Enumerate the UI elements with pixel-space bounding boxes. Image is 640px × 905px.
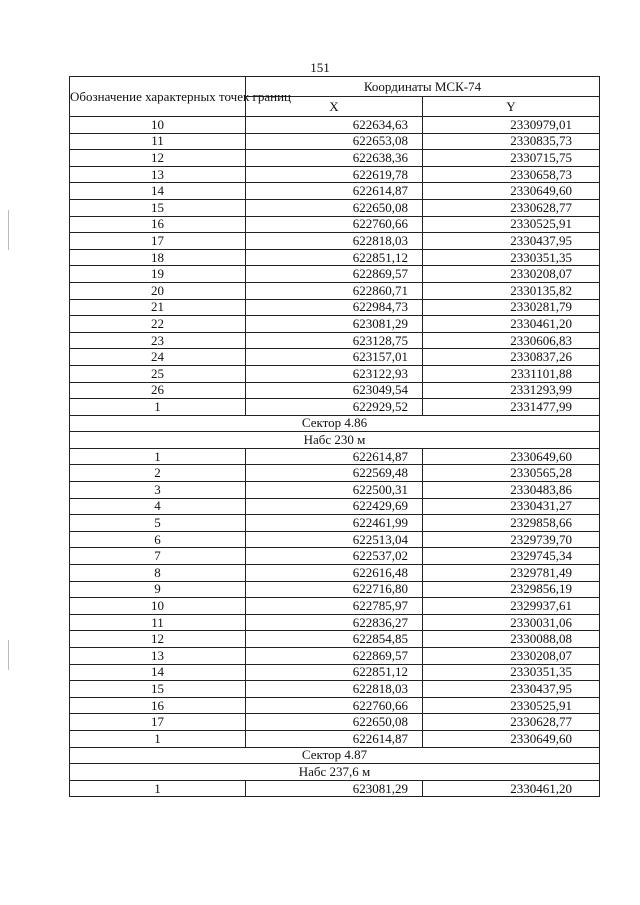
table-row [70, 266, 600, 283]
x-cell: 622500,31 [246, 482, 423, 499]
x-cell: 622818,03 [246, 681, 423, 698]
y-cell: 2330715,75 [423, 150, 600, 167]
section-label: Сектор 4.86 [70, 415, 600, 432]
table-row [70, 117, 600, 134]
x-cell: 622836,27 [246, 614, 423, 631]
point-cell: 16 [70, 697, 246, 714]
x-cell: 622851,12 [246, 249, 423, 266]
table-row [70, 216, 600, 233]
x-cell: 622869,57 [246, 266, 423, 283]
scan-edge-mark [8, 210, 9, 250]
section-row [70, 747, 600, 764]
x-cell: 623081,29 [246, 316, 423, 333]
x-cell: 622785,97 [246, 598, 423, 615]
table-row [70, 598, 600, 615]
table-row [70, 730, 600, 747]
table-row [70, 166, 600, 183]
x-cell: 622638,36 [246, 150, 423, 167]
table-row [70, 299, 600, 316]
section-label: Сектор 4.87 [70, 747, 600, 764]
point-cell: 1 [70, 448, 246, 465]
point-cell: 8 [70, 565, 246, 582]
y-cell: 2330208,07 [423, 648, 600, 665]
y-cell: 2330351,35 [423, 249, 600, 266]
table-row [70, 465, 600, 482]
y-cell: 2331101,88 [423, 365, 600, 382]
point-cell: 14 [70, 183, 246, 200]
y-cell: 2330979,01 [423, 117, 600, 134]
point-cell: 23 [70, 332, 246, 349]
table-row [70, 199, 600, 216]
x-cell: 622760,66 [246, 697, 423, 714]
y-cell: 2329739,70 [423, 531, 600, 548]
x-cell: 622616,48 [246, 565, 423, 582]
header-x: X [246, 97, 423, 117]
y-cell: 2330461,20 [423, 316, 600, 333]
table-row [70, 531, 600, 548]
point-cell: 9 [70, 581, 246, 598]
point-cell: 20 [70, 282, 246, 299]
table-row [70, 365, 600, 382]
table-header-row [70, 77, 600, 97]
point-cell: 13 [70, 648, 246, 665]
table-row [70, 498, 600, 515]
point-cell: 1 [70, 730, 246, 747]
point-cell: 1 [70, 780, 246, 797]
point-cell: 11 [70, 133, 246, 150]
x-cell: 622716,80 [246, 581, 423, 598]
table-row [70, 697, 600, 714]
header-coordinates: Координаты МСК-74 [246, 77, 600, 97]
x-cell: 622818,03 [246, 233, 423, 250]
table-row [70, 780, 600, 797]
x-cell: 622929,52 [246, 399, 423, 416]
point-cell: 4 [70, 498, 246, 515]
y-cell: 2330461,20 [423, 780, 600, 797]
point-cell: 16 [70, 216, 246, 233]
x-cell: 622854,85 [246, 631, 423, 648]
scan-edge-mark [8, 640, 9, 670]
y-cell: 2330628,77 [423, 199, 600, 216]
y-cell: 2330431,27 [423, 498, 600, 515]
point-cell: 6 [70, 531, 246, 548]
section-label: Набс 230 м [70, 432, 600, 449]
x-cell: 622513,04 [246, 531, 423, 548]
table-row [70, 664, 600, 681]
y-cell: 2330031,06 [423, 614, 600, 631]
x-cell: 622653,08 [246, 133, 423, 150]
table-row [70, 233, 600, 250]
x-cell: 622869,57 [246, 648, 423, 665]
point-cell: 24 [70, 349, 246, 366]
x-cell: 622650,08 [246, 199, 423, 216]
y-cell: 2331293,99 [423, 382, 600, 399]
table-row [70, 614, 600, 631]
x-cell: 622429,69 [246, 498, 423, 515]
y-cell: 2329937,61 [423, 598, 600, 615]
header-point-column: Обозначение характерных точек границ [70, 77, 246, 117]
section-label: Набс 237,6 м [70, 764, 600, 781]
y-cell: 2330437,95 [423, 681, 600, 698]
y-cell: 2329781,49 [423, 565, 600, 582]
y-cell: 2329745,34 [423, 548, 600, 565]
x-cell: 623122,93 [246, 365, 423, 382]
x-cell: 622614,87 [246, 730, 423, 747]
x-cell: 622851,12 [246, 664, 423, 681]
y-cell: 2330628,77 [423, 714, 600, 731]
point-cell: 10 [70, 117, 246, 134]
y-cell: 2330281,79 [423, 299, 600, 316]
y-cell: 2330606,83 [423, 332, 600, 349]
x-cell: 622619,78 [246, 166, 423, 183]
table-row [70, 382, 600, 399]
x-cell: 622760,66 [246, 216, 423, 233]
table-row [70, 581, 600, 598]
table-row [70, 399, 600, 416]
table-row [70, 282, 600, 299]
table-row [70, 565, 600, 582]
y-cell: 2330658,73 [423, 166, 600, 183]
table-row [70, 249, 600, 266]
y-cell: 2329856,19 [423, 581, 600, 598]
point-cell: 1 [70, 399, 246, 416]
point-cell: 25 [70, 365, 246, 382]
table-row [70, 183, 600, 200]
x-cell: 622537,02 [246, 548, 423, 565]
y-cell: 2330351,35 [423, 664, 600, 681]
point-cell: 17 [70, 233, 246, 250]
y-cell: 2330565,28 [423, 465, 600, 482]
y-cell: 2331477,99 [423, 399, 600, 416]
table-row [70, 332, 600, 349]
point-cell: 3 [70, 482, 246, 499]
table-row [70, 448, 600, 465]
table-row [70, 515, 600, 532]
x-cell: 622860,71 [246, 282, 423, 299]
table-row [70, 482, 600, 499]
point-cell: 17 [70, 714, 246, 731]
x-cell: 622650,08 [246, 714, 423, 731]
x-cell: 623081,29 [246, 780, 423, 797]
y-cell: 2330525,91 [423, 697, 600, 714]
y-cell: 2330483,86 [423, 482, 600, 499]
table-row [70, 133, 600, 150]
coordinates-table [69, 76, 600, 797]
table-row [70, 150, 600, 167]
point-cell: 13 [70, 166, 246, 183]
y-cell: 2330837,26 [423, 349, 600, 366]
x-cell: 622984,73 [246, 299, 423, 316]
table-row [70, 316, 600, 333]
point-cell: 22 [70, 316, 246, 333]
point-cell: 15 [70, 199, 246, 216]
table-row [70, 648, 600, 665]
x-cell: 622461,99 [246, 515, 423, 532]
point-cell: 2 [70, 465, 246, 482]
point-cell: 14 [70, 664, 246, 681]
x-cell: 622614,87 [246, 183, 423, 200]
section-row [70, 415, 600, 432]
point-cell: 12 [70, 631, 246, 648]
y-cell: 2330088,08 [423, 631, 600, 648]
y-cell: 2330135,82 [423, 282, 600, 299]
table-row [70, 714, 600, 731]
point-cell: 5 [70, 515, 246, 532]
y-cell: 2330437,95 [423, 233, 600, 250]
y-cell: 2330208,07 [423, 266, 600, 283]
table-row [70, 631, 600, 648]
point-cell: 15 [70, 681, 246, 698]
page-number: 151 [310, 60, 330, 75]
x-cell: 623128,75 [246, 332, 423, 349]
x-cell: 622634,63 [246, 117, 423, 134]
point-cell: 11 [70, 614, 246, 631]
y-cell: 2330649,60 [423, 448, 600, 465]
y-cell: 2330835,73 [423, 133, 600, 150]
point-cell: 12 [70, 150, 246, 167]
y-cell: 2330649,60 [423, 183, 600, 200]
point-cell: 21 [70, 299, 246, 316]
point-cell: 18 [70, 249, 246, 266]
y-cell: 2330649,60 [423, 730, 600, 747]
point-cell: 19 [70, 266, 246, 283]
point-cell: 10 [70, 598, 246, 615]
table-row [70, 548, 600, 565]
x-cell: 622614,87 [246, 448, 423, 465]
header-y: Y [423, 97, 600, 117]
x-cell: 623157,01 [246, 349, 423, 366]
point-cell: 7 [70, 548, 246, 565]
x-cell: 622569,48 [246, 465, 423, 482]
y-cell: 2330525,91 [423, 216, 600, 233]
section-row [70, 432, 600, 449]
section-row [70, 764, 600, 781]
point-cell: 26 [70, 382, 246, 399]
x-cell: 623049,54 [246, 382, 423, 399]
y-cell: 2329858,66 [423, 515, 600, 532]
table-row [70, 349, 600, 366]
table-row [70, 681, 600, 698]
